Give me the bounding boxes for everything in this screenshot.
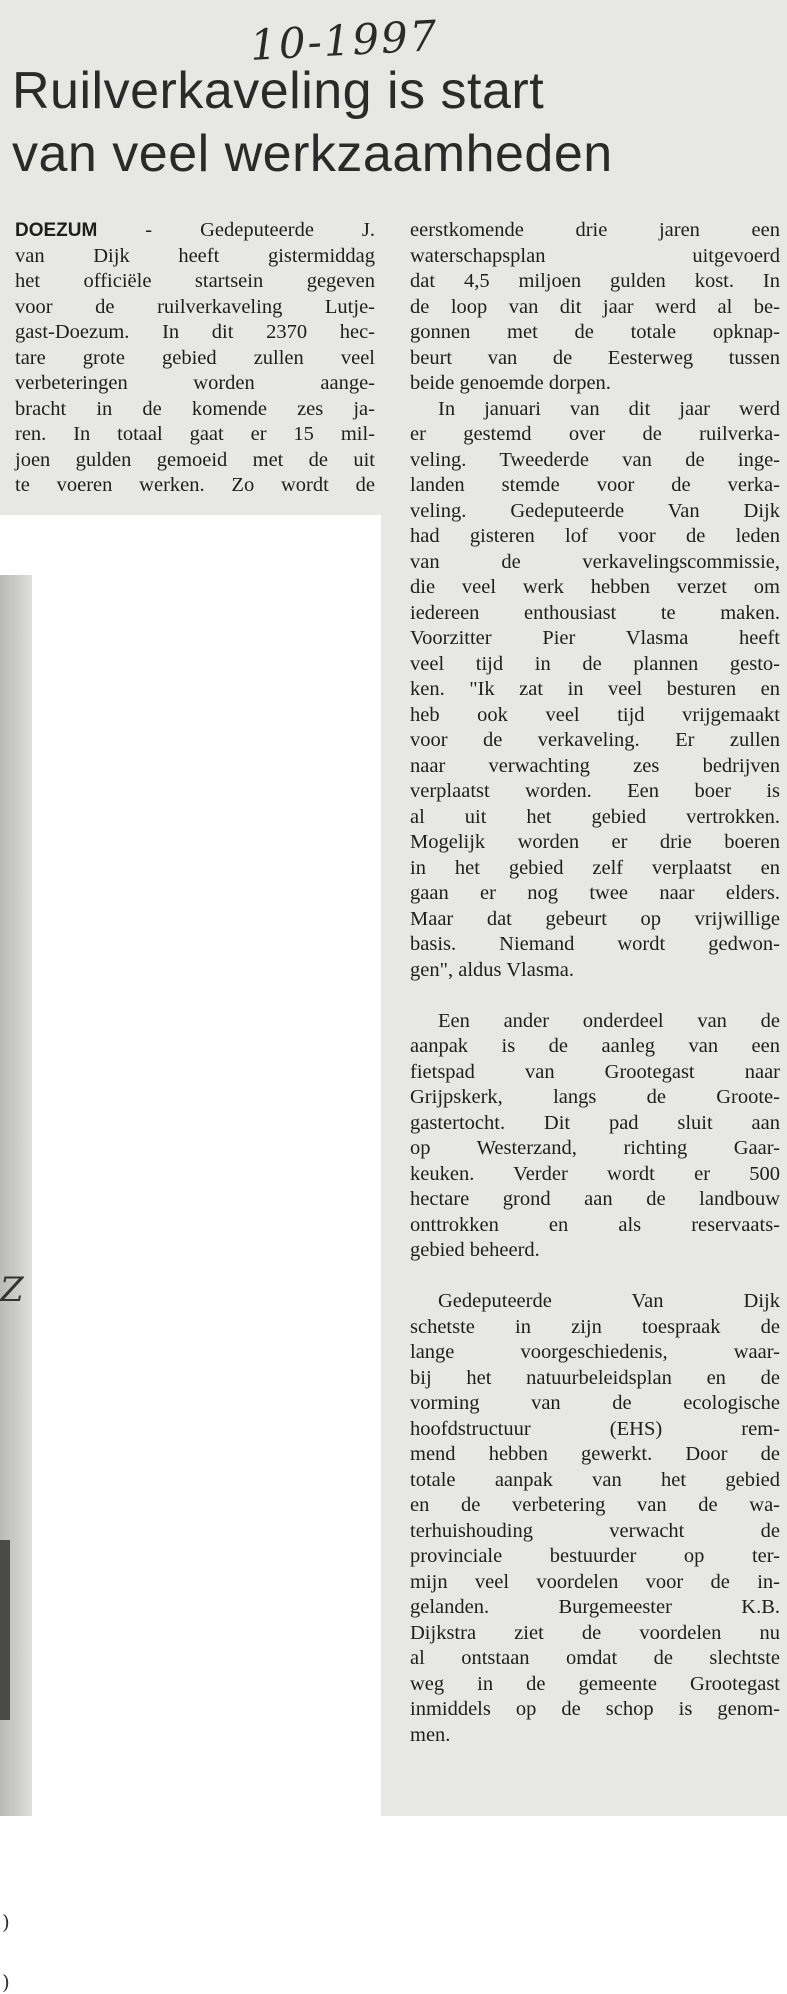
article-line: heb ook veel tijd vrijgemaakt	[410, 703, 780, 726]
article-line: onttrokken en als reservaats-	[410, 1213, 780, 1236]
article-line: joen gulden gemoeid met de uit	[15, 448, 375, 471]
article-line: inmiddels op de schop is genom-	[410, 1698, 780, 1720]
headline-line: Ruilverkaveling is start	[12, 62, 545, 120]
adjacent-clipping-strip	[0, 575, 32, 1994]
article-line: het officiële startsein gegeven	[15, 270, 375, 292]
article-line: schetste in zijn toespraak de	[410, 1315, 780, 1338]
article-line: men.	[410, 1723, 451, 1746]
article-column-left	[15, 218, 375, 499]
article-line: te voeren werken. Zo wordt de	[15, 474, 375, 496]
article-line: veel tijd in de plannen gesto-	[410, 652, 780, 675]
article-line: hoofdstructuur (EHS) rem-	[410, 1417, 780, 1440]
article-line: gelanden. Burgemeester K.B.	[410, 1596, 780, 1618]
article-line: gastertocht. Dit pad sluit aan	[410, 1111, 780, 1134]
article-line: ren. In totaal gaat er 15 mil-	[15, 423, 375, 445]
article-line: veling. Gedeputeerde Van Dijk	[410, 499, 780, 522]
article-line: mend hebben gewerkt. Door de	[410, 1443, 780, 1465]
strip-fragment: )	[2, 1910, 10, 1934]
article-line: Grijpskerk, langs de Groote-	[410, 1086, 780, 1108]
headline-line: van veel werkzaamheden	[12, 125, 613, 183]
article-line: die veel werk hebben verzet om	[410, 576, 780, 598]
strip-handwritten-mark: Z	[0, 1270, 24, 1310]
article-line: landen stemde voor de verka-	[410, 474, 780, 496]
article-line: fietspad van Grootegast naar	[410, 1060, 780, 1083]
article-line: gonnen met de totale opknap-	[410, 321, 780, 343]
article-line: bij het natuurbeleidsplan en de	[410, 1366, 780, 1389]
article-line: voor de ruilverkaveling Lutje-	[15, 295, 375, 318]
strip-fragment: )	[2, 1970, 10, 1994]
article-line: er gestemd over de ruilverka-	[410, 423, 780, 445]
article-line: eerstkomende drie jaren een	[410, 219, 780, 241]
article-line: vorming van de ecologische	[410, 1392, 780, 1414]
article-line: lange voorgeschiedenis, waar-	[410, 1341, 780, 1363]
article-line: al ontstaan omdat de slechtste	[410, 1647, 780, 1669]
article-line: al uit het gebied vertrokken.	[410, 805, 780, 828]
article-line: gen", aldus Vlasma.	[410, 958, 574, 981]
article-headline	[12, 60, 782, 186]
article-line: basis. Niemand wordt gedwon-	[410, 933, 780, 955]
article-line: mijn veel voordelen voor de in-	[410, 1570, 780, 1593]
article-line-text: - Gedeputeerde J.	[97, 219, 375, 241]
article-line: en de verbetering van de wa-	[410, 1494, 780, 1516]
article-line: terhuishouding verwacht de	[410, 1519, 780, 1542]
article-line: de loop van dit jaar werd al be-	[410, 295, 780, 318]
article-line: weg in de gemeente Grootegast	[410, 1672, 780, 1695]
article-column-right	[410, 218, 780, 1748]
article-line: Dijkstra ziet de voordelen nu	[410, 1621, 780, 1644]
article-line: Een ander onderdeel van de	[438, 1009, 780, 1032]
article-line: iedereen enthousiast te maken.	[410, 601, 780, 624]
article-line: Maar dat gebeurt op vrijwillige	[410, 907, 780, 930]
article-line: beurt van de Eesterweg tussen	[410, 346, 780, 369]
article-line: had gisteren lof voor de leden	[410, 525, 780, 547]
article-line: gaan er nog twee naar elders.	[410, 882, 780, 904]
article-line: naar verwachting zes bedrijven	[410, 754, 780, 777]
article-line: Gedeputeerde Van Dijk	[438, 1290, 780, 1312]
article-line: gast-Doezum. In dit 2370 hec-	[15, 321, 375, 343]
article-line: van de verkavelingscommissie,	[410, 550, 780, 573]
article-line: In januari van dit jaar werd	[438, 397, 780, 420]
article-line: bracht in de komende zes ja-	[15, 397, 375, 420]
article-line: hectare grond aan de landbouw	[410, 1188, 780, 1210]
article-line: gebied beheerd.	[410, 1239, 540, 1261]
article-line: veling. Tweederde van de inge-	[410, 448, 780, 471]
article-line: aanpak is de aanleg van een	[410, 1035, 780, 1057]
article-line: ken. "Ik zat in veel besturen en	[410, 678, 780, 700]
article-line: Voorzitter Pier Vlasma heeft	[410, 627, 780, 649]
article-line: provinciale bestuurder op ter-	[410, 1545, 780, 1567]
article-line: van Dijk heeft gistermiddag	[15, 244, 375, 267]
article-line: voor de verkaveling. Er zullen	[410, 729, 780, 751]
handwritten-date: 10-1997	[248, 11, 440, 70]
article-line: beide genoemde dorpen.	[410, 372, 611, 394]
article-line: totale aanpak van het gebied	[410, 1468, 780, 1491]
article-line: keuken. Verder wordt er 500	[410, 1162, 780, 1185]
strip-dark-block	[0, 1540, 10, 1720]
article-line: waterschapsplan uitgevoerd	[410, 244, 780, 267]
paragraph-gap	[410, 983, 780, 1009]
article-line	[15, 218, 375, 244]
article-line: op Westerzand, richting Gaar-	[410, 1137, 780, 1159]
article-line: verplaatst worden. Een boer is	[410, 780, 780, 802]
article-line: dat 4,5 miljoen gulden kost. In	[410, 270, 780, 292]
paragraph-gap	[410, 1264, 780, 1290]
dateline: DOEZUM	[15, 220, 98, 241]
article-line: Mogelijk worden er drie boeren	[410, 831, 780, 853]
article-line: verbeteringen worden aange-	[15, 372, 375, 394]
article-line: tare grote gebied zullen veel	[15, 346, 375, 369]
article-line: in het gebied zelf verplaatst en	[410, 856, 780, 879]
